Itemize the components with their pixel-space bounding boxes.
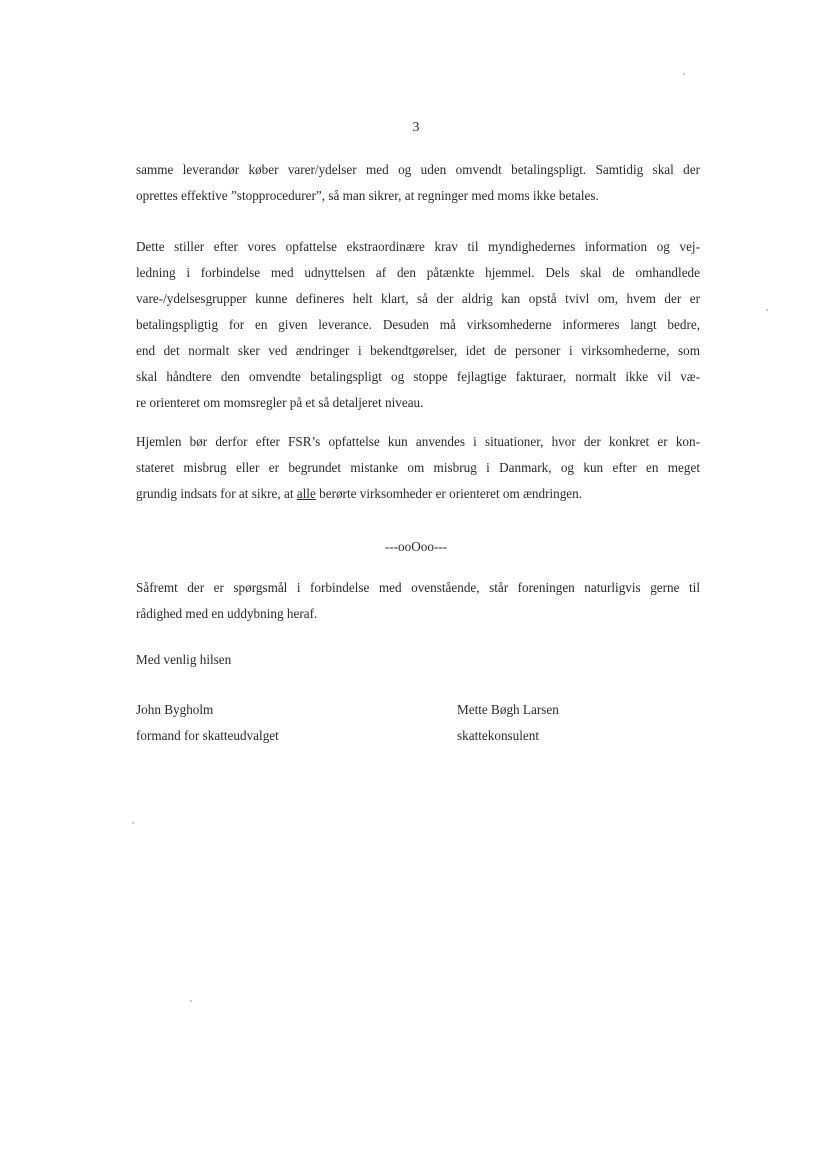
greeting-text: Med venlig hilsen	[136, 652, 232, 667]
closing-paragraph	[136, 575, 700, 627]
paragraph-line: vare-/ydelsesgrupper kunne defineres helt klart, så der aldrig kan opstå tvivl om, hvem der er	[136, 291, 700, 306]
paragraph-line: betalingspligtig for en given leverance. Desuden må virksomhederne informeres langt bedre,	[136, 317, 700, 332]
paragraph-line: Hjemlen bør derfor efter FSR’s opfattelse kun anvendes i situationer, hvor der konkret er kon-	[136, 434, 700, 449]
paragraph-line: samme leverandør køber varer/ydelser med og uden omvendt betalingspligt. Samtidig skal der	[136, 162, 700, 177]
signatory-title: skattekonsulent	[457, 728, 540, 743]
signatory-name: Mette Bøgh Larsen	[457, 702, 559, 717]
paragraph-1	[136, 157, 700, 209]
paragraph-line: re orienteret om momsregler på et så detaljeret niveau.	[136, 395, 424, 410]
paragraph-line: oprettes effektive ”stopprocedurer”, så man sikrer, at regninger med moms ikke betales.	[136, 188, 599, 203]
paragraph-2	[136, 234, 700, 416]
signatory-right	[457, 697, 559, 749]
signatory-left	[136, 697, 279, 749]
scan-speck	[766, 309, 768, 311]
scan-speck	[190, 1000, 192, 1002]
scan-speck	[683, 73, 685, 75]
paragraph-line: ledning i forbindelse med udnyttelsen af den påtænkte hjemmel. Dels skal de omhandlede	[136, 265, 700, 280]
underlined-word: alle	[296, 486, 316, 501]
line-text-after: berørte virksomheder er orienteret om ændringen.	[315, 486, 583, 501]
paragraph-line: end det normalt sker ved ændringer i bekendtgørelser, idet de personer i virksomhederne, som	[136, 343, 700, 358]
signatory-name: John Bygholm	[136, 702, 214, 717]
paragraph-line: Dette stiller efter vores opfattelse ekstraordinære krav til myndighedernes information og vej-	[136, 239, 700, 254]
paragraph-3	[136, 429, 700, 507]
section-separator: ---ooOoo---	[384, 539, 448, 554]
signatory-title: formand for skatteudvalget	[136, 728, 279, 743]
paragraph-line: rådighed med en uddybning heraf.	[136, 606, 318, 621]
page-number: 3	[412, 120, 420, 135]
paragraph-line: stateret misbrug eller er begrundet mistanke om misbrug i Danmark, og kun efter en meget	[136, 460, 700, 475]
paragraph-line: Såfremt der er spørgsmål i forbindelse med ovenstående, står foreningen naturligvis gerne til	[136, 580, 700, 595]
scan-speck	[132, 822, 134, 824]
greeting	[136, 647, 700, 673]
line-text-before: grundig indsats for at sikre, at	[136, 486, 297, 501]
paragraph-line-with-emphasis	[136, 481, 700, 507]
paragraph-line: skal håndtere den omvendte betalingspligt og stoppe fejlagtige fakturaer, normalt ikke vil væ-	[136, 369, 700, 384]
